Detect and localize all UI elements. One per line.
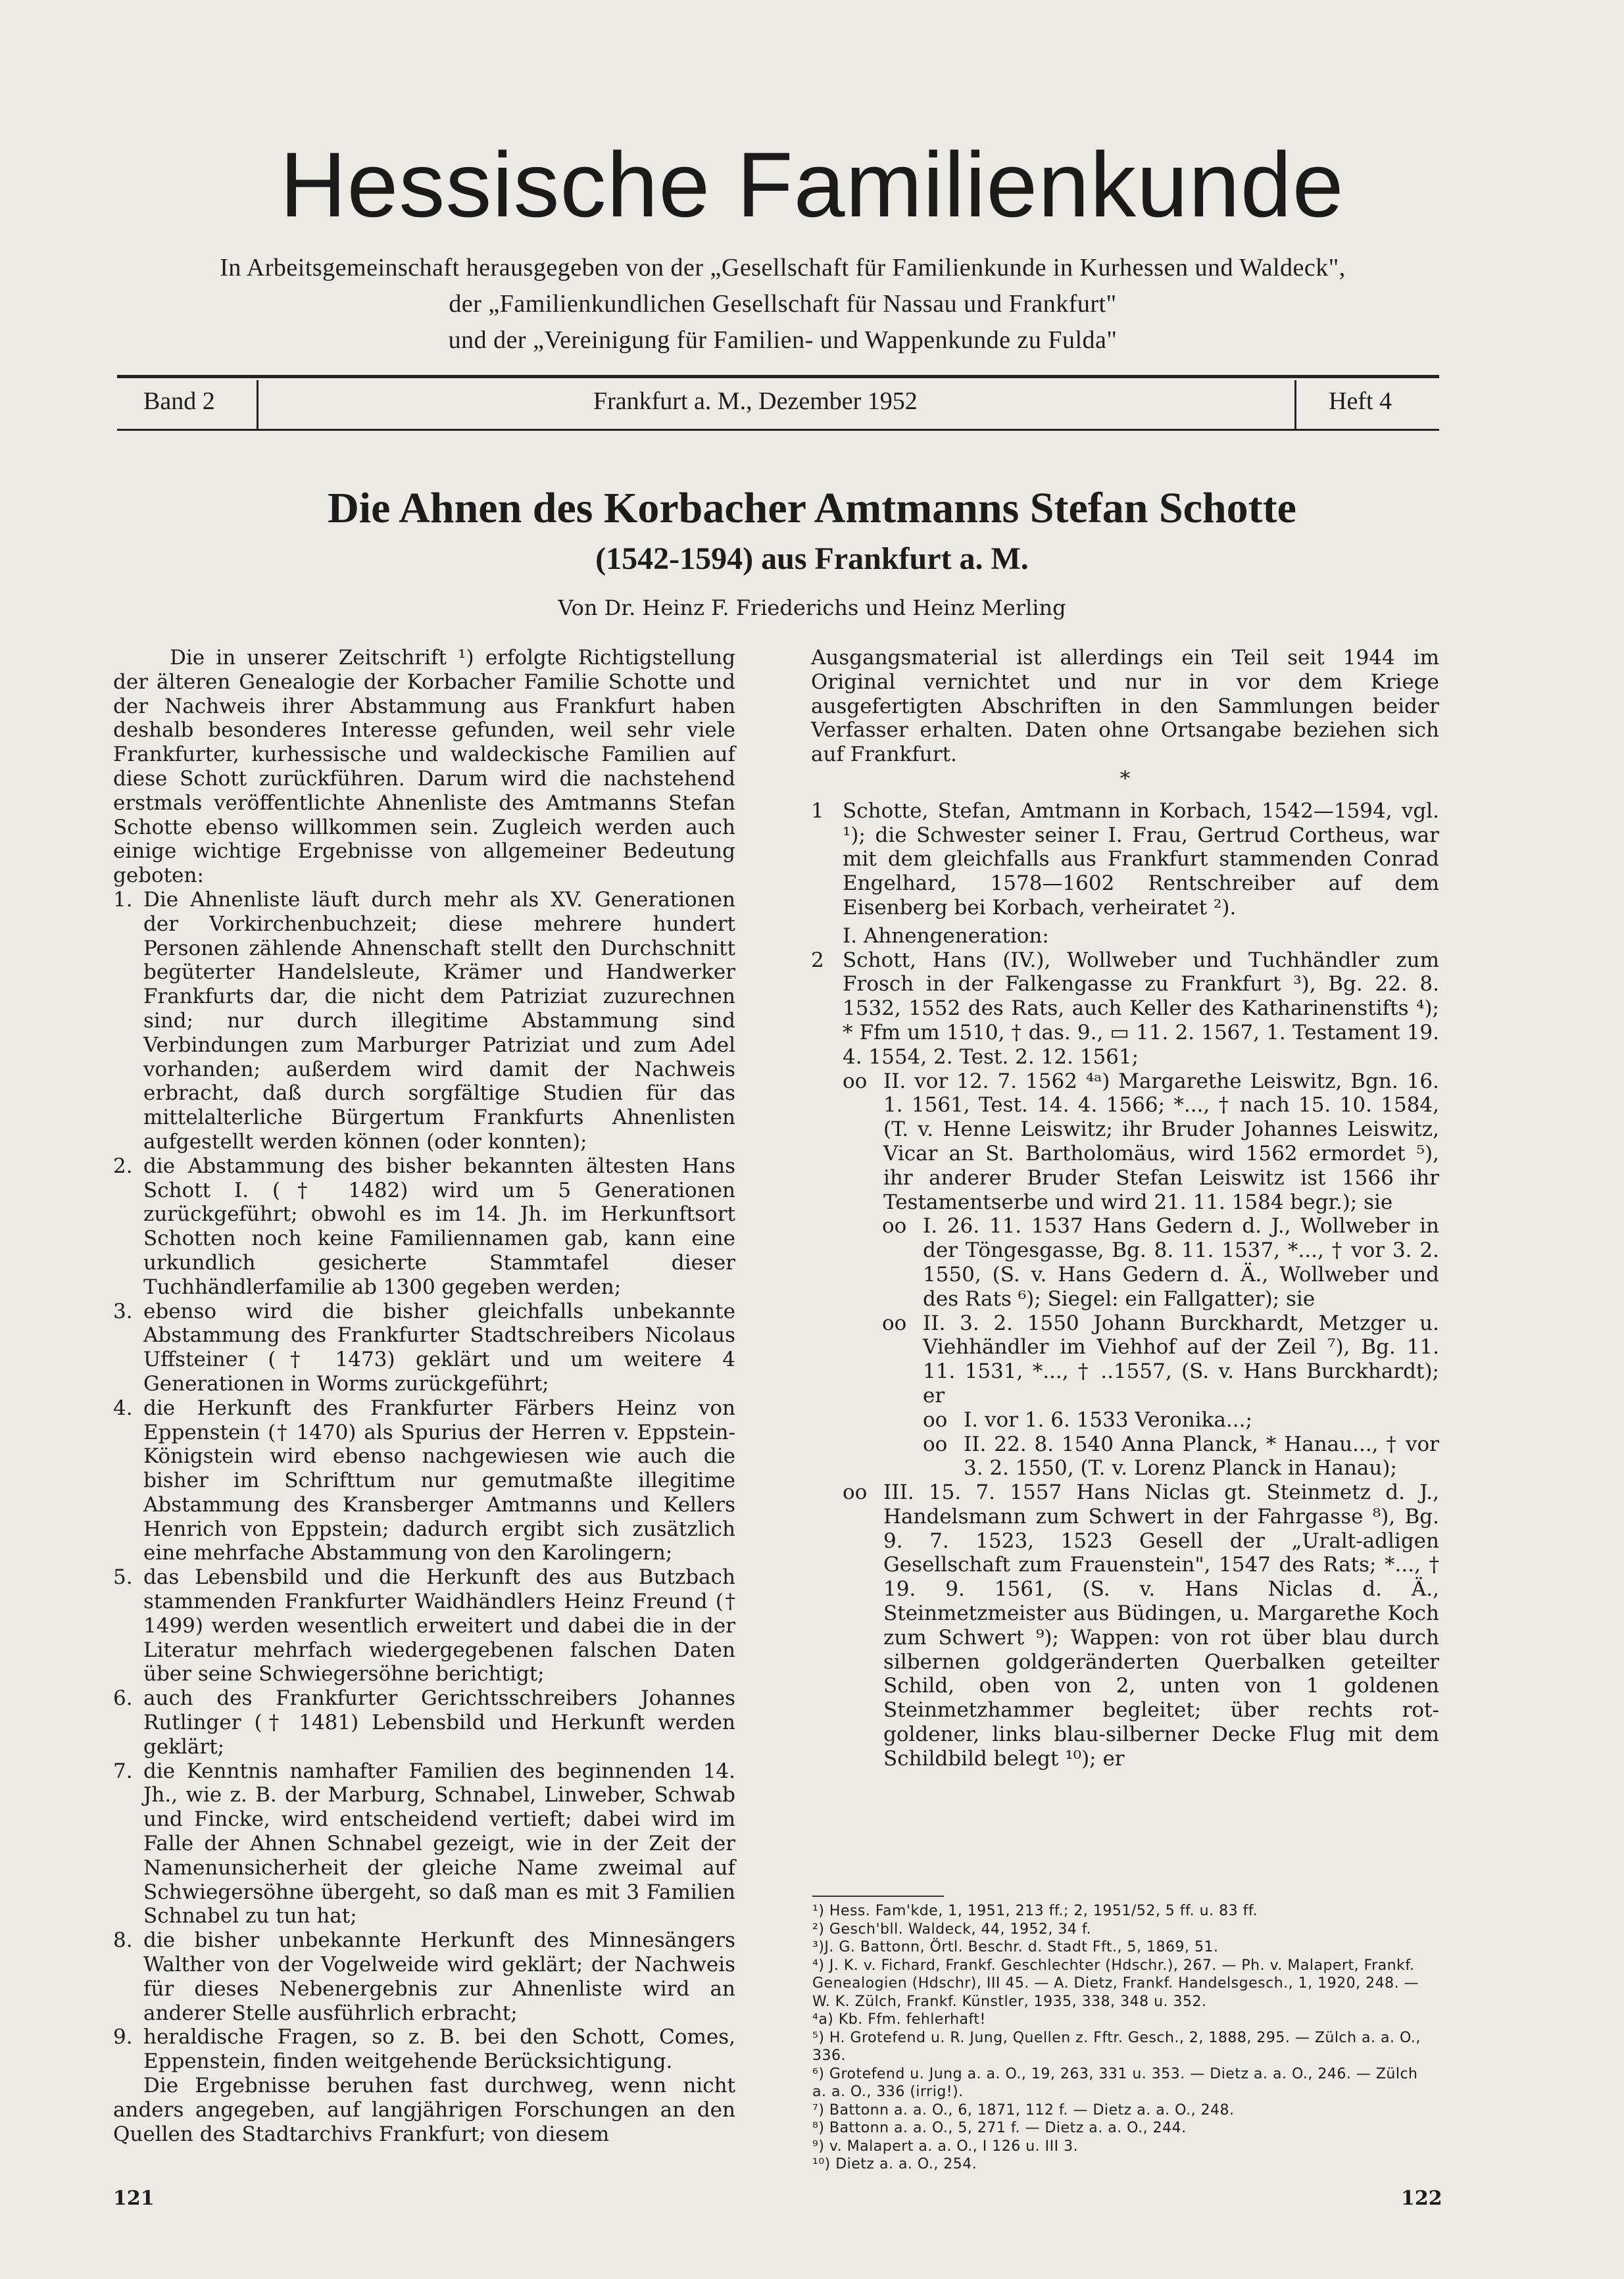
marriage-symbol: oo: [882, 1214, 907, 1238]
ancestor-entry-2: 2 Schott, Hans (IV.), Wollweber und Tuchhändler zum Frosch in der Falkengasse zu Frankfurt ³), Bg. 22. 8. 1532, 1552 des Rats, auch Keller des Katharinenstifts ⁴); * Ffm um 1510, † das. 9., ▭ 11. 2. 1567, 1. Testament 19. 4. 1554, 2. Test. 2. 12. 1561;: [811, 948, 1439, 1069]
journal-title: Hessische Familienkunde: [280, 133, 1344, 236]
footnote-rule: [812, 1896, 944, 1897]
article-byline: Von Dr. Heinz F. Friederichs und Heinz Merling: [558, 595, 1066, 620]
footnote: ²) Gesch'bll. Waldeck, 44, 1952, 34 f.: [812, 1921, 1092, 1938]
footnote: ⁴) J. K. v. Fichard, Frankf. Geschlechter (Hdschr.), 267. — Ph. v. Malapert, Frankf. Genealogien (Hdschr), III 45. — A. Dietz, Frankf. Handelsgesch., 1, 1920, 248. — W. K. Zülch, Frankf. Künstler, 1935, 338, 348 u. 352.: [812, 1957, 1419, 2010]
masthead-line-3: und der „Vereinigung für Familien- und Wappenkunde zu Fulda": [448, 326, 1118, 354]
section-star: *: [1120, 766, 1131, 791]
footnote: ¹) Hess. Fam'kde, 1, 1951, 213 ff.; 2, 1951/52, 5 ff. u. 83 ff.: [812, 1903, 1258, 1919]
list-item: 3. ebenso wird die bisher gleichfalls unbekannte Abstammung des Frankfurter Stadtschreibers Nicolaus Uffsteiner († 1473) geklärt und um weitere 4 Generationen in Worms zurückgeführt;: [113, 1299, 735, 1396]
footnotes: [812, 1902, 1421, 2174]
footnote: ⁷) Battonn a. a. O., 6, 1871, 112 f. — Dietz a. a. O., 248.: [812, 2101, 1235, 2119]
article-subtitle: (1542-1594) aus Frankfurt a. M.: [595, 541, 1029, 576]
marriage-entry: oo II. 3. 2. 1550 Johann Burckhardt, Metzger u. Viehhändler im Viehhof auf der Zeil ⁷), Bg. 11. 11. 1531, *..., † ..1557, (S. v. Hans Burckhardt); er: [882, 1311, 1439, 1408]
list-item: 4. die Herkunft des Frankfurter Färbers Heinz von Eppenstein († 1470) als Spurius der Herren v. Eppstein-Königstein wird ebenso nachgewiesen wie auch die bisher im Schrifttum nur gemutmaßte illegitime Abstammung des Kransberger Amtmanns und Kellers Henrich von Eppstein; dadurch ergibt sich zusätzlich eine mehrfache Abstammung von den Karolingern;: [113, 1396, 735, 1565]
footnote: ³)J. G. Battonn, Örtl. Beschr. d. Stadt Fft., 5, 1869, 51.: [812, 1939, 1219, 1955]
header-separator-right: [1294, 380, 1296, 430]
page-number-left: 121: [113, 2187, 155, 2210]
marriage-entry: oo II. vor 12. 7. 1562 ⁴ᵃ) Margarethe Leiswitz, Bgn. 16. 1. 1561, Test. 14. 4. 1566; *..., † nach 15. 10. 1584, (T. v. Henne Leiswitz; ihr Bruder Johannes Leiswitz, Vicar an St. Bartholomäus, wird 1562 ermordet ⁵), ihr anderer Bruder Stefan Leiswitz ist 1566 ihr Testamentserbe und wird 21. 11. 1584 begr.); sie: [843, 1069, 1439, 1214]
article-title: Die Ahnen des Korbacher Amtmanns Stefan Schotte: [328, 484, 1296, 532]
generation-heading: I. Ahnengeneration:: [843, 923, 1049, 948]
header-bottom-rule: [117, 429, 1439, 431]
ancestor-entry-1: 1 Schotte, Stefan, Amtmann in Korbach, 1542—1594, vgl. ¹); die Schwester seiner I. Frau, Gertrud Cortheus, war mit dem gleichfalls aus Frankfurt stammenden Conrad Engelhard, 1578—1602 Rentschreiber auf dem Eisenberg bei Korbach, verheiratet ²).: [811, 798, 1439, 919]
header-separator-left: [257, 380, 258, 430]
marriage-symbol: oo: [882, 1311, 907, 1335]
page-number-right: 122: [1401, 2187, 1442, 2210]
marriage-symbol: oo: [923, 1432, 948, 1456]
intro-paragraph: Die in unserer Zeitschrift ¹) erfolgte Richtigstellung der älteren Genealogie der Korbacher Familie Schotte und der Nachweis ihrer Abstammung aus Frankfurt haben deshalb besonderes Interesse gefunden, weil sehr viele Frankfurter, kurhessische und waldeckische Familien auf diese Schott zurückführen. Darum wird die nachstehend erstmals veröffentlichte Ahnenliste des Amtmanns Stefan Schotte ebenso willkommen sein. Zugleich werden auch einige wichtige Ergebnisse von allgemeiner Bedeutung geboten:: [113, 646, 735, 888]
right-column: [811, 646, 1439, 1771]
footnote: ⁸) Battonn a. a. O., 5, 271 f. — Dietz a. a. O., 244.: [812, 2120, 1187, 2136]
masthead-line-1: In Arbeitsgemeinschaft herausgegeben von der „Gesellschaft für Familienkunde in Kurhessen und Waldeck",: [220, 254, 1346, 282]
marriage-entry: oo I. 26. 11. 1537 Hans Gedern d. J., Wollweber in der Töngesgasse, Bg. 8. 11. 1537, *..., † vor 3. 2. 1550, (S. v. Hans Gedern d. Ä., Wollweber und des Rats ⁶); Siegel: ein Fallgatter); sie: [882, 1214, 1439, 1311]
closing-paragraph: Die Ergebnisse beruhen fast durchweg, wenn nicht anders angegeben, auf langjährigen Forschungen an den Quellen des Stadtarchivs Frankfurt; von diesem: [113, 2074, 735, 2146]
list-item: 6. auch des Frankfurter Gerichtsschreibers Johannes Rutlinger († 1481) Lebensbild und Herkunft werden geklärt;: [113, 1686, 735, 1759]
list-item: 9. heraldische Fragen, so z. B. bei den Schott, Comes, Eppenstein, finden weitgehende Berücksichtigung.: [113, 2025, 735, 2074]
marriage-symbol: oo: [843, 1481, 868, 1505]
list-item: 8. die bisher unbekannte Herkunft des Minnesängers Walther von der Vogelweide wird geklärt; der Nachweis für dieses Nebenergebnis zur Ahnenliste wird an anderer Stelle ausführlich erbracht;: [113, 1928, 735, 2025]
marriage-symbol: oo: [923, 1408, 948, 1432]
marriage-entry: oo II. 22. 8. 1540 Anna Planck, * Hanau..., † vor 3. 2. 1550, (T. v. Lorenz Planck in Hanau);: [923, 1432, 1439, 1481]
footnote: ¹⁰) Dietz a. a. O., 254.: [812, 2156, 977, 2172]
header-top-rule: [117, 375, 1439, 378]
heft-label: Heft 4: [1329, 387, 1392, 415]
masthead-line-2: der „Familienkundlichen Gesellschaft für Nassau und Frankfurt": [449, 290, 1117, 318]
marriage-entry: oo I. vor 1. 6. 1533 Veronika...;: [923, 1408, 1252, 1432]
issue-place-date: Frankfurt a. M., Dezember 1952: [593, 387, 918, 415]
footnote: ⁴a) Kb. Ffm. fehlerhaft!: [812, 2011, 986, 2028]
list-item: 1. Die Ahnenliste läuft durch mehr als XV. Generationen der Vorkirchenbuchzeit; diese mehrere hundert Personen zählende Ahnenschaft stellt den Durchschnitt begüterter Handelsleute, Krämer und Handwerker Frankfurts dar, die nicht dem Patriziat zuzurechnen sind; nur durch illegitime Abstammung sind Verbindungen zum Marburger Patriziat und zum Adel vorhanden; außerdem wird damit der Nachweis erbracht, daß durch sorgfältige Studien für das mittelalterliche Bürgertum Frankfurts Ahnenlisten aufgestellt werden können (oder konnten);: [113, 887, 735, 1154]
left-column: [113, 646, 735, 2146]
footnote: ⁵) H. Grotefend u. R. Jung, Quellen z. Fftr. Gesch., 2, 1888, 295. — Zülch a. a. O., 336.: [812, 2029, 1421, 2064]
marriage-symbol: oo: [843, 1069, 868, 1093]
marriage-entry: oo III. 15. 7. 1557 Hans Niclas gt. Steinmetz d. J., Handelsmann zum Schwert in der Fahrgasse ⁸), Bg. 9. 7. 1523, 1523 Gesell der „Uralt-adligen Gesellschaft zum Frauenstein", 1547 des Rats; *..., † 19. 9. 1561, (S. v. Hans Niclas d. Ä., Steinmetzmeister aus Büdingen, u. Margarethe Koch zum Schwert ⁹); Wappen: von rot über blau durch silbernen goldgeränderten Querbalken geteilter Schild, oben von 2, unten von 1 goldenen Steinmetzhammer begleitet; über rechts rot-goldener, links blau-silberner Decke Flug mit dem Schildbild belegt ¹⁰); er: [843, 1481, 1439, 1771]
list-item: 7. die Kenntnis namhafter Familien des beginnenden 14. Jh., wie z. B. der Marburg, Schnabel, Linweber, Schwab und Fincke, wird entscheidend vertieft; dabei wird im Falle der Ahnen Schnabel gezeigt, wie in der Zeit der Namenunsicherheit der gleiche Name zweimal auf Schwiegersöhne übergeht, so daß man es mit 3 Familien Schnabel zu tun hat;: [113, 1759, 735, 1928]
footnote: ⁶) Grotefend u. Jung a. a. O., 19, 263, 331 u. 353. — Dietz a. a. O., 246. — Zülch a. a. O., 336 (irrig!).: [812, 2065, 1418, 2100]
right-intro-paragraph: Ausgangsmaterial ist allerdings ein Teil seit 1944 im Original vernichtet und nur in vor dem Kriege ausgefertigten Abschriften in den Sammlungen beider Verfasser erhalten. Daten ohne Ortsangabe beziehen sich auf Frankfurt.: [811, 646, 1439, 767]
band-label: Band 2: [143, 387, 215, 415]
list-item: 5. das Lebensbild und die Herkunft des aus Butzbach stammenden Frankfurter Waidhändlers Heinz Freund († 1499) werden wesentlich erweitert und dabei die in der Literatur mehrfach wiedergegebenen falschen Daten über seine Schwiegersöhne berichtigt;: [113, 1565, 735, 1686]
list-item: 2. die Abstammung des bisher bekannten ältesten Hans Schott I. († 1482) wird um 5 Generationen zurückgeführt; obwohl es im 14. Jh. im Herkunftsort Schotten noch keine Familiennamen gab, kann eine urkundlich gesicherte Stammtafel dieser Tuchhändlerfamilie ab 1300 gegeben werden;: [113, 1154, 735, 1299]
footnote: ⁹) v. Malapert a. a. O., I 126 u. III 3.: [812, 2138, 1079, 2155]
